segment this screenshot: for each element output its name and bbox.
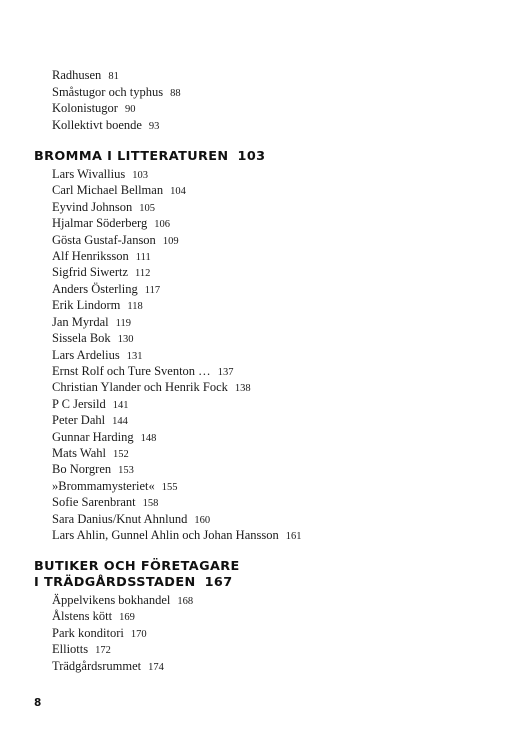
section-heading-text: I TRÄDGÅRDSSTADEN bbox=[34, 575, 196, 590]
entry-title: Erik Lindorm bbox=[52, 298, 121, 312]
section-heading-text: BROMMA I LITTERATUREN bbox=[34, 149, 229, 164]
entry-title: Sissela Bok bbox=[52, 331, 111, 345]
toc-entry bbox=[52, 641, 111, 659]
entry-page: 152 bbox=[112, 449, 129, 460]
entry-page: 130 bbox=[117, 334, 134, 345]
entry-page: 158 bbox=[142, 498, 159, 509]
entry-title: Anders Österling bbox=[52, 282, 138, 296]
toc-entry bbox=[52, 461, 134, 479]
entry-title: Carl Michael Bellman bbox=[52, 183, 164, 197]
entry-page: 170 bbox=[130, 629, 147, 640]
entry-title: Lars Ahlin, Gunnel Ahlin och Johan Hansson bbox=[52, 528, 279, 542]
entry-page: 174 bbox=[148, 662, 164, 673]
entry-title: P C Jersild bbox=[52, 397, 106, 411]
entry-title: Sara Danius/Knut Ahnlund bbox=[52, 512, 188, 526]
entry-page: 137 bbox=[217, 367, 234, 378]
entry-page: 112 bbox=[135, 268, 151, 279]
entry-page: 81 bbox=[108, 71, 119, 82]
entry-page: 103 bbox=[132, 170, 148, 181]
entry-title: Park konditori bbox=[52, 626, 124, 640]
entry-title: Ålstens kött bbox=[52, 609, 113, 623]
entry-page: 105 bbox=[139, 203, 155, 214]
toc-entry bbox=[52, 658, 164, 676]
entry-page: 172 bbox=[95, 645, 111, 656]
entry-page: 144 bbox=[112, 416, 128, 427]
entry-title: Gösta Gustaf-Janson bbox=[52, 233, 156, 247]
toc-entry bbox=[52, 264, 150, 282]
entry-page: 106 bbox=[154, 219, 170, 230]
entry-page: 117 bbox=[144, 285, 161, 296]
entry-title: Radhusen bbox=[52, 68, 102, 82]
section-heading-page: 103 bbox=[237, 149, 266, 164]
toc-entry bbox=[52, 527, 301, 545]
entry-page: 90 bbox=[124, 104, 136, 115]
toc-entry bbox=[52, 182, 186, 200]
section-heading-text: BUTIKER OCH FÖRETAGARE bbox=[34, 559, 240, 574]
entry-title: Hjalmar Söderberg bbox=[52, 216, 148, 230]
entry-title: Sigfrid Siwertz bbox=[52, 265, 129, 279]
toc-entry bbox=[52, 412, 128, 430]
toc-entry bbox=[52, 117, 159, 135]
entry-page: 155 bbox=[161, 482, 178, 493]
entry-page: 111 bbox=[135, 252, 151, 263]
toc-entry bbox=[52, 67, 119, 85]
entry-page: 169 bbox=[119, 612, 135, 623]
entry-page: 141 bbox=[112, 400, 129, 411]
entry-title: Lars Ardelius bbox=[52, 348, 120, 362]
entry-title: Elliotts bbox=[52, 642, 89, 656]
page-number: 8 bbox=[34, 697, 42, 709]
entry-title: Bo Norgren bbox=[52, 462, 112, 476]
entry-title: Jan Myrdal bbox=[52, 315, 109, 329]
entry-title: Ernst Rolf och Ture Sventon … bbox=[52, 364, 211, 378]
section-heading-butiker bbox=[34, 559, 240, 575]
entry-title: Gunnar Harding bbox=[52, 430, 134, 444]
entry-title: Alf Henriksson bbox=[52, 249, 129, 263]
toc-entry bbox=[52, 379, 251, 397]
entry-title: Småstugor och typhus bbox=[52, 85, 164, 99]
entry-page: 160 bbox=[194, 515, 211, 526]
entry-page: 88 bbox=[170, 88, 181, 99]
section-heading-butiker-line2 bbox=[34, 575, 233, 591]
toc-entry bbox=[52, 215, 170, 233]
entry-title: Mats Wahl bbox=[52, 446, 106, 460]
toc-entry bbox=[52, 297, 143, 315]
entry-page: 109 bbox=[162, 236, 179, 247]
toc-entry bbox=[52, 608, 135, 626]
entry-page: 118 bbox=[127, 301, 143, 312]
toc-entry bbox=[52, 330, 133, 348]
section-heading-litteratur bbox=[34, 149, 265, 165]
entry-page: 93 bbox=[148, 121, 160, 132]
entry-title: Trädgårdsrummet bbox=[52, 659, 142, 673]
entry-title: Christian Ylander och Henrik Fock bbox=[52, 380, 228, 394]
entry-title: Lars Wivallius bbox=[52, 167, 126, 181]
entry-page: 148 bbox=[140, 433, 157, 444]
entry-page: 153 bbox=[118, 465, 134, 476]
entry-title: Eyvind Johnson bbox=[52, 200, 133, 214]
entry-page: 131 bbox=[126, 351, 143, 362]
toc-entry bbox=[52, 100, 135, 118]
entry-title: »Brommamysteriet« bbox=[52, 479, 155, 493]
entry-title: Kollektivt boende bbox=[52, 118, 142, 132]
entry-page: 168 bbox=[177, 596, 194, 607]
entry-page: 119 bbox=[115, 318, 131, 329]
entry-title: Peter Dahl bbox=[52, 413, 106, 427]
entry-page: 161 bbox=[285, 531, 302, 542]
toc-entry bbox=[52, 494, 158, 512]
section-heading-page: 167 bbox=[204, 575, 233, 590]
entry-title: Äppelvikens bokhandel bbox=[52, 593, 171, 607]
entry-page: 104 bbox=[170, 186, 186, 197]
entry-title: Sofie Sarenbrant bbox=[52, 495, 136, 509]
entry-title: Kolonistugor bbox=[52, 101, 118, 115]
entry-page: 138 bbox=[234, 383, 251, 394]
